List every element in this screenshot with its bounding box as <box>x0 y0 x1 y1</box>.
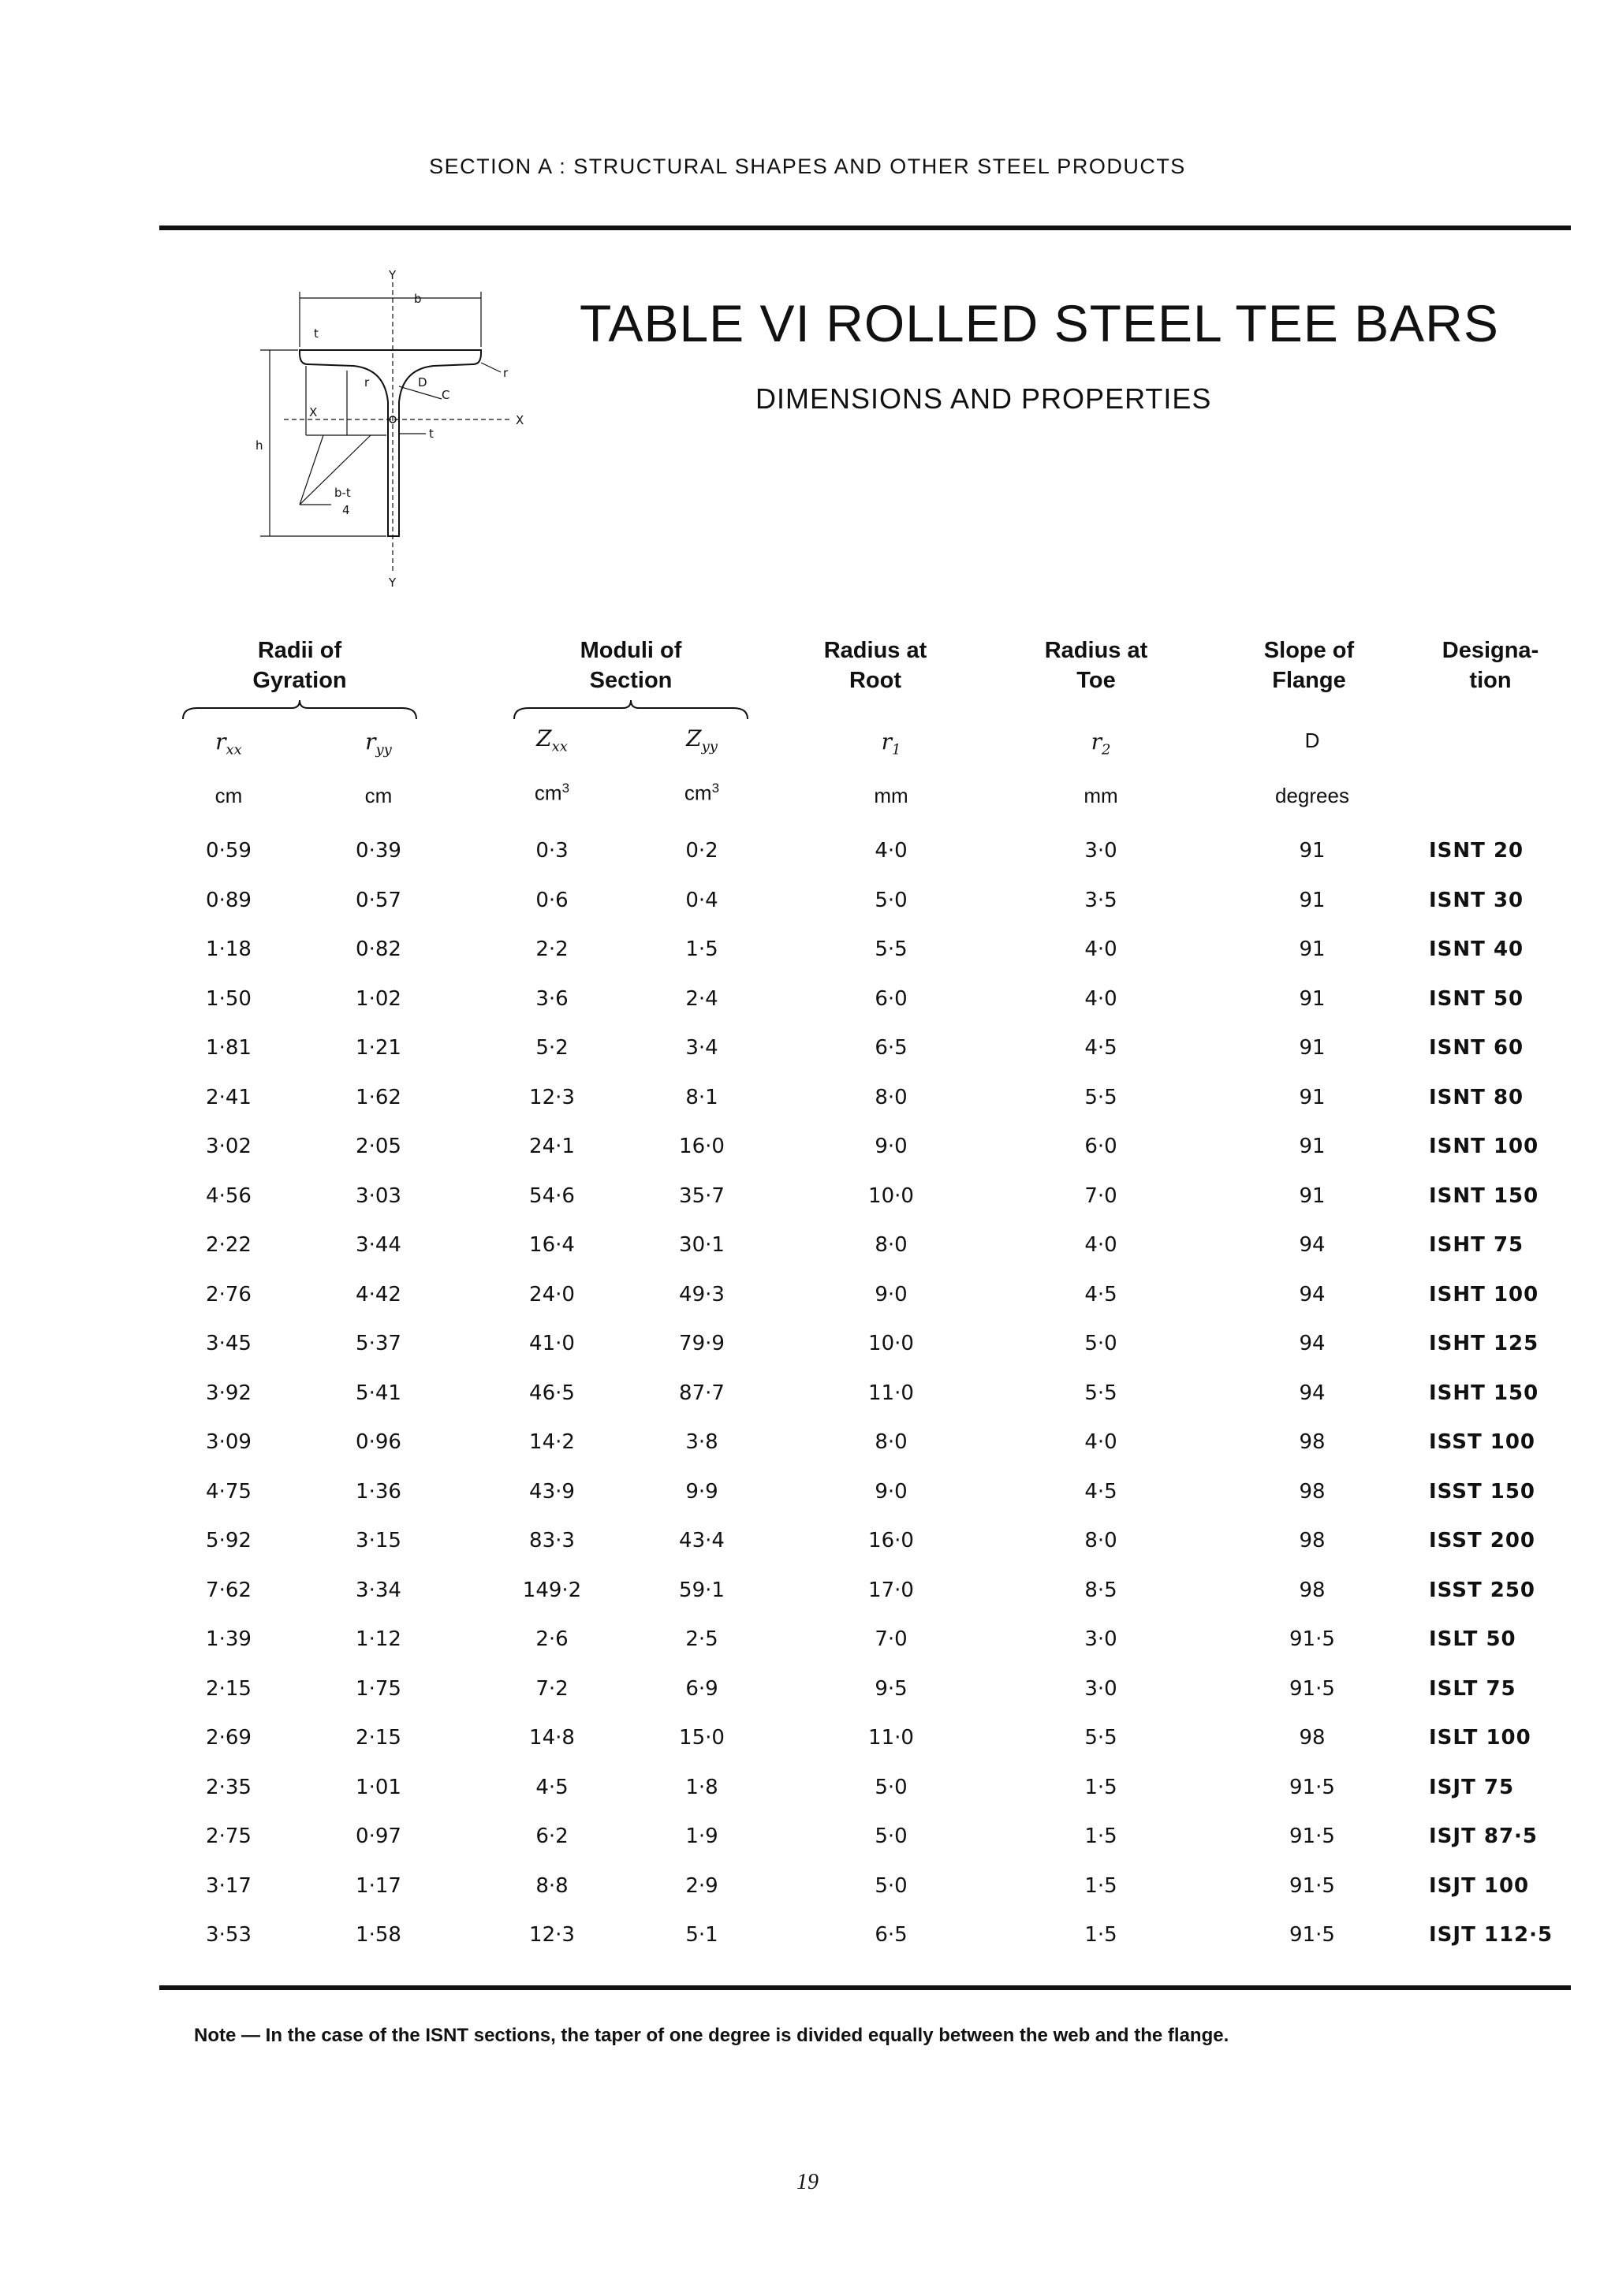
unit-degrees: degrees <box>1275 784 1349 807</box>
table-row <box>0 1332 1615 1379</box>
cell-r2: 4·5 <box>1084 1036 1117 1060</box>
cell-designation: ISNT 40 <box>1429 937 1524 961</box>
cell-rxx: 7·62 <box>206 1578 252 1602</box>
cell-ryy: 3·44 <box>356 1233 401 1257</box>
table-subtitle: DIMENSIONS AND PROPERTIES <box>755 382 1212 415</box>
table-row <box>0 1480 1615 1527</box>
header-slope-line2: Flange <box>1272 668 1346 693</box>
table-title: TABLE VI ROLLED STEEL TEE BARS <box>580 294 1499 352</box>
table-row <box>0 1923 1615 1970</box>
cell-zyy: 1·5 <box>685 937 718 961</box>
cell-r1: 9·0 <box>875 1135 908 1158</box>
cell-ryy: 1·21 <box>356 1036 401 1060</box>
diagram-x-right-label: X <box>516 413 524 427</box>
table-row <box>0 1381 1615 1429</box>
unit-r1: mm <box>874 784 908 807</box>
table-row <box>0 987 1615 1034</box>
diagram-taper-den-label: 4 <box>342 503 350 517</box>
table-row <box>0 1677 1615 1724</box>
symbol-rxx: $r_{xx}$ <box>215 729 242 758</box>
cell-zxx: 4·5 <box>535 1776 569 1799</box>
cell-r1: 10·0 <box>868 1332 914 1355</box>
cell-ryy: 0·57 <box>356 889 401 912</box>
tee-section-diagram <box>252 268 568 591</box>
symbol-zxx: $Z_{xx}$ <box>536 725 568 755</box>
cell-slope: 91 <box>1299 839 1326 863</box>
header-radius-at-toe <box>1017 636 1175 695</box>
cell-ryy: 0·96 <box>356 1430 401 1454</box>
cell-zxx: 14·2 <box>529 1430 575 1454</box>
cell-rxx: 2·41 <box>206 1086 252 1109</box>
cell-slope: 91 <box>1299 937 1326 961</box>
cell-zxx: 7·2 <box>535 1677 569 1701</box>
brace-gyration <box>181 697 418 721</box>
tee-section-drawing <box>252 268 568 591</box>
cell-designation: ISJT 75 <box>1429 1776 1515 1799</box>
unit-zxx: $cm^3$ <box>534 781 570 805</box>
header-slope-line1: Slope of <box>1263 638 1355 663</box>
cell-r1: 8·0 <box>875 1086 908 1109</box>
footnote <box>194 2025 1229 2047</box>
header-radii-of-gyration <box>197 636 402 695</box>
table-row <box>0 1086 1615 1133</box>
cell-slope: 98 <box>1299 1480 1326 1504</box>
cell-zxx: 43·9 <box>529 1480 575 1504</box>
cell-r1: 4·0 <box>875 839 908 863</box>
cell-zxx: 41·0 <box>529 1332 575 1355</box>
cell-slope: 91 <box>1299 987 1326 1011</box>
cell-r1: 6·5 <box>875 1923 908 1947</box>
cell-zxx: 2·6 <box>535 1627 569 1651</box>
cell-r2: 4·5 <box>1084 1283 1117 1306</box>
table-row <box>0 889 1615 936</box>
cell-designation: ISJT 112·5 <box>1429 1923 1553 1947</box>
cell-rxx: 4·56 <box>206 1184 252 1208</box>
cell-ryy: 1·75 <box>356 1677 401 1701</box>
table-row <box>0 1529 1615 1576</box>
cell-r1: 17·0 <box>868 1578 914 1602</box>
cell-zxx: 5·2 <box>535 1036 569 1060</box>
cell-ryy: 1·62 <box>356 1086 401 1109</box>
diagram-y-bottom-label: Y <box>389 576 397 590</box>
cell-ryy: 1·12 <box>356 1627 401 1651</box>
cell-ryy: 5·37 <box>356 1332 401 1355</box>
cell-ryy: 3·15 <box>356 1529 401 1552</box>
header-designation-line2: tion <box>1469 668 1512 693</box>
cell-zyy: 8·1 <box>685 1086 718 1109</box>
cell-r1: 5·0 <box>875 1824 908 1848</box>
cell-r2: 8·5 <box>1084 1578 1117 1602</box>
cell-ryy: 5·41 <box>356 1381 401 1405</box>
cell-designation: ISNT 60 <box>1429 1036 1524 1060</box>
cell-designation: ISHT 150 <box>1429 1381 1539 1405</box>
cell-designation: ISHT 125 <box>1429 1332 1539 1355</box>
header-toe-line2: Toe <box>1076 668 1116 693</box>
unit-rxx: cm <box>214 784 243 807</box>
cell-ryy: 0·39 <box>356 839 401 863</box>
cell-zyy: 0·4 <box>685 889 718 912</box>
cell-r1: 7·0 <box>875 1627 908 1651</box>
cell-r2: 4·0 <box>1084 1233 1117 1257</box>
cell-r2: 6·0 <box>1084 1135 1117 1158</box>
cell-ryy: 1·02 <box>356 987 401 1011</box>
cell-slope: 91 <box>1299 889 1326 912</box>
cell-zyy: 43·4 <box>679 1529 725 1552</box>
footnote-text: In the case of the ISNT sections, the taper of one degree is divided equally between the web and the flange. <box>265 2025 1229 2046</box>
header-slope-of-flange <box>1230 636 1388 695</box>
cell-zxx: 54·6 <box>529 1184 575 1208</box>
cell-zxx: 3·6 <box>535 987 569 1011</box>
table-row <box>0 1776 1615 1823</box>
cell-zxx: 0·6 <box>535 889 569 912</box>
cell-zyy: 79·9 <box>679 1332 725 1355</box>
cell-ryy: 0·82 <box>356 937 401 961</box>
cell-r2: 3·0 <box>1084 1627 1117 1651</box>
cell-r1: 16·0 <box>868 1529 914 1552</box>
cell-zyy: 1·8 <box>685 1776 718 1799</box>
table-row <box>0 1824 1615 1872</box>
diagram-x-left-label: X <box>309 405 318 419</box>
symbol-zyy: $Z_{yy}$ <box>686 725 718 755</box>
table-row <box>0 937 1615 985</box>
cell-r2: 5·5 <box>1084 1726 1117 1750</box>
cell-ryy: 1·01 <box>356 1776 401 1799</box>
table-row <box>0 1233 1615 1280</box>
cell-zyy: 49·3 <box>679 1283 725 1306</box>
cell-r1: 5·0 <box>875 889 908 912</box>
cell-zyy: 3·4 <box>685 1036 718 1060</box>
header-designation <box>1419 636 1561 695</box>
cell-zyy: 30·1 <box>679 1233 725 1257</box>
table-row <box>0 1726 1615 1773</box>
cell-ryy: 2·15 <box>356 1726 401 1750</box>
cell-r2: 4·0 <box>1084 1430 1117 1454</box>
cell-zyy: 2·9 <box>685 1874 718 1898</box>
symbol-ryy: $r_{yy}$ <box>365 729 392 758</box>
cell-zyy: 1·9 <box>685 1824 718 1848</box>
cell-rxx: 4·75 <box>206 1480 252 1504</box>
cell-r2: 4·0 <box>1084 987 1117 1011</box>
header-toe-line1: Radius at <box>1044 638 1148 663</box>
cell-designation: ISLT 100 <box>1429 1726 1531 1750</box>
table-row <box>0 1036 1615 1083</box>
cell-designation: ISST 200 <box>1429 1529 1536 1552</box>
cell-r2: 8·0 <box>1084 1529 1117 1552</box>
cell-r2: 7·0 <box>1084 1184 1117 1208</box>
cell-slope: 94 <box>1299 1332 1326 1355</box>
cell-slope: 91·5 <box>1289 1677 1335 1701</box>
cell-slope: 91 <box>1299 1184 1326 1208</box>
table-row <box>0 1135 1615 1182</box>
cell-zxx: 12·3 <box>529 1086 575 1109</box>
cell-r2: 1·5 <box>1084 1923 1117 1947</box>
cell-zxx: 0·3 <box>535 839 569 863</box>
cell-r1: 5·5 <box>875 937 908 961</box>
unit-ryy: cm <box>364 784 393 807</box>
cell-designation: ISNT 100 <box>1429 1135 1539 1158</box>
cell-zyy: 15·0 <box>679 1726 725 1750</box>
diagram-tw-label: t <box>429 427 434 441</box>
cell-r1: 6·0 <box>875 987 908 1011</box>
cell-slope: 94 <box>1299 1233 1326 1257</box>
cell-designation: ISNT 80 <box>1429 1086 1524 1109</box>
brace-moduli <box>513 697 749 721</box>
header-moduli-line2: Section <box>589 668 673 693</box>
cell-rxx: 1·39 <box>206 1627 252 1651</box>
cell-rxx: 2·15 <box>206 1677 252 1701</box>
cell-designation: ISJT 100 <box>1429 1874 1530 1898</box>
cell-rxx: 1·18 <box>206 937 252 961</box>
cell-r1: 5·0 <box>875 1874 908 1898</box>
diagram-d-label: D <box>418 375 427 390</box>
cell-slope: 94 <box>1299 1381 1326 1405</box>
cell-r2: 3·0 <box>1084 1677 1117 1701</box>
cell-r1: 5·0 <box>875 1776 908 1799</box>
cell-slope: 91 <box>1299 1036 1326 1060</box>
cell-designation: ISJT 87·5 <box>1429 1824 1539 1848</box>
cell-ryy: 4·42 <box>356 1283 401 1306</box>
header-moduli-of-section <box>528 636 733 695</box>
cell-r1: 11·0 <box>868 1381 914 1405</box>
cell-zxx: 14·8 <box>529 1726 575 1750</box>
cell-zyy: 87·7 <box>679 1381 725 1405</box>
cell-zxx: 83·3 <box>529 1529 575 1552</box>
cell-ryy: 3·34 <box>356 1578 401 1602</box>
cell-slope: 91·5 <box>1289 1874 1335 1898</box>
cell-r1: 6·5 <box>875 1036 908 1060</box>
diagram-h-label: h <box>255 438 263 453</box>
cell-zxx: 2·2 <box>535 937 569 961</box>
cell-r2: 3·5 <box>1084 889 1117 912</box>
cell-rxx: 3·92 <box>206 1381 252 1405</box>
table-row <box>0 1874 1615 1921</box>
cell-slope: 91·5 <box>1289 1627 1335 1651</box>
cell-zxx: 12·3 <box>529 1923 575 1947</box>
cell-zyy: 2·4 <box>685 987 718 1011</box>
table-row <box>0 1283 1615 1330</box>
cell-zxx: 6·2 <box>535 1824 569 1848</box>
diagram-r2-label: r <box>503 366 509 380</box>
header-gyration-line1: Radii of <box>257 638 342 663</box>
top-rule <box>159 226 1571 230</box>
cell-r1: 9·0 <box>875 1283 908 1306</box>
cell-ryy: 2·05 <box>356 1135 401 1158</box>
cell-slope: 94 <box>1299 1283 1326 1306</box>
cell-designation: ISNT 150 <box>1429 1184 1539 1208</box>
cell-designation: ISHT 75 <box>1429 1233 1524 1257</box>
cell-designation: ISNT 20 <box>1429 839 1524 863</box>
cell-zyy: 16·0 <box>679 1135 725 1158</box>
cell-rxx: 3·45 <box>206 1332 252 1355</box>
cell-zyy: 0·2 <box>685 839 718 863</box>
cell-rxx: 3·17 <box>206 1874 252 1898</box>
cell-rxx: 2·35 <box>206 1776 252 1799</box>
cell-rxx: 2·22 <box>206 1233 252 1257</box>
cell-r2: 5·0 <box>1084 1332 1117 1355</box>
cell-r1: 8·0 <box>875 1233 908 1257</box>
cell-ryy: 1·36 <box>356 1480 401 1504</box>
cell-slope: 91·5 <box>1289 1923 1335 1947</box>
cell-slope: 91·5 <box>1289 1824 1335 1848</box>
cell-zyy: 5·1 <box>685 1923 718 1947</box>
table-row <box>0 839 1615 886</box>
cell-slope: 98 <box>1299 1726 1326 1750</box>
header-root-line2: Root <box>849 668 902 693</box>
cell-zyy: 3·8 <box>685 1430 718 1454</box>
cell-rxx: 2·75 <box>206 1824 252 1848</box>
cell-r1: 11·0 <box>868 1726 914 1750</box>
cell-r2: 1·5 <box>1084 1776 1117 1799</box>
cell-designation: ISLT 50 <box>1429 1627 1516 1651</box>
cell-ryy: 1·58 <box>356 1923 401 1947</box>
cell-rxx: 0·59 <box>206 839 252 863</box>
diagram-cxx-label: C <box>442 388 450 402</box>
header-root-line1: Radius at <box>823 638 927 663</box>
cell-zxx: 8·8 <box>535 1874 569 1898</box>
diagram-taper-label: b-t <box>334 486 351 500</box>
cell-r2: 3·0 <box>1084 839 1117 863</box>
cell-zxx: 46·5 <box>529 1381 575 1405</box>
cell-r2: 4·5 <box>1084 1480 1117 1504</box>
cell-r2: 1·5 <box>1084 1874 1117 1898</box>
cell-r2: 4·0 <box>1084 937 1117 961</box>
cell-r2: 5·5 <box>1084 1086 1117 1109</box>
cell-zxx: 24·1 <box>529 1135 575 1158</box>
unit-zyy: $cm^3$ <box>684 781 720 805</box>
cell-slope: 91·5 <box>1289 1776 1335 1799</box>
cell-r2: 1·5 <box>1084 1824 1117 1848</box>
table-row <box>0 1184 1615 1232</box>
header-gyration-line2: Gyration <box>252 668 347 693</box>
symbol-r2: $r_2$ <box>1091 729 1111 758</box>
cell-designation: ISST 250 <box>1429 1578 1536 1602</box>
cell-zyy: 9·9 <box>685 1480 718 1504</box>
cell-rxx: 3·53 <box>206 1923 252 1947</box>
cell-ryy: 1·17 <box>356 1874 401 1898</box>
cell-rxx: 0·89 <box>206 889 252 912</box>
cell-rxx: 2·69 <box>206 1726 252 1750</box>
cell-zxx: 24·0 <box>529 1283 575 1306</box>
cell-designation: ISST 150 <box>1429 1480 1536 1504</box>
cell-slope: 98 <box>1299 1529 1326 1552</box>
header-designation-line1: Designa- <box>1442 638 1539 663</box>
cell-ryy: 0·97 <box>356 1824 401 1848</box>
diagram-y-top-label: Y <box>389 268 397 282</box>
header-moduli-line1: Moduli of <box>580 638 682 663</box>
cell-r1: 9·0 <box>875 1480 908 1504</box>
cell-rxx: 1·81 <box>206 1036 252 1060</box>
symbol-r1: $r_1$ <box>881 729 901 758</box>
header-radius-at-root <box>796 636 954 695</box>
bottom-rule <box>159 1985 1571 1990</box>
cell-zxx: 16·4 <box>529 1233 575 1257</box>
table-row <box>0 1430 1615 1478</box>
cell-zyy: 6·9 <box>685 1677 718 1701</box>
cell-designation: ISNT 50 <box>1429 987 1524 1011</box>
cell-designation: ISNT 30 <box>1429 889 1524 912</box>
cell-rxx: 2·76 <box>206 1283 252 1306</box>
cell-rxx: 3·09 <box>206 1430 252 1454</box>
symbol-d: D <box>1304 729 1320 752</box>
cell-slope: 98 <box>1299 1430 1326 1454</box>
cell-zxx: 149·2 <box>522 1578 582 1602</box>
cell-zyy: 35·7 <box>679 1184 725 1208</box>
page-number: 19 <box>796 2170 819 2194</box>
cell-slope: 91 <box>1299 1135 1326 1158</box>
cell-r1: 8·0 <box>875 1430 908 1454</box>
diagram-r1-label: r <box>364 375 370 390</box>
table-row <box>0 1578 1615 1626</box>
section-header: SECTION A : STRUCTURAL SHAPES AND OTHER STEEL PRODUCTS <box>429 155 1186 178</box>
diagram-tf-label: t <box>314 326 319 341</box>
table-row <box>0 1627 1615 1675</box>
cell-rxx: 3·02 <box>206 1135 252 1158</box>
cell-slope: 98 <box>1299 1578 1326 1602</box>
cell-r1: 9·5 <box>875 1677 908 1701</box>
cell-ryy: 3·03 <box>356 1184 401 1208</box>
diagram-b-label: b <box>414 292 422 306</box>
cell-designation: ISST 100 <box>1429 1430 1536 1454</box>
cell-rxx: 5·92 <box>206 1529 252 1552</box>
cell-zyy: 2·5 <box>685 1627 718 1651</box>
cell-rxx: 1·50 <box>206 987 252 1011</box>
cell-designation: ISLT 75 <box>1429 1677 1516 1701</box>
cell-slope: 91 <box>1299 1086 1326 1109</box>
cell-r1: 10·0 <box>868 1184 914 1208</box>
cell-r2: 5·5 <box>1084 1381 1117 1405</box>
cell-designation: ISHT 100 <box>1429 1283 1539 1306</box>
cell-zyy: 59·1 <box>679 1578 725 1602</box>
footnote-label: Note — <box>194 2025 260 2046</box>
unit-r2: mm <box>1084 784 1118 807</box>
